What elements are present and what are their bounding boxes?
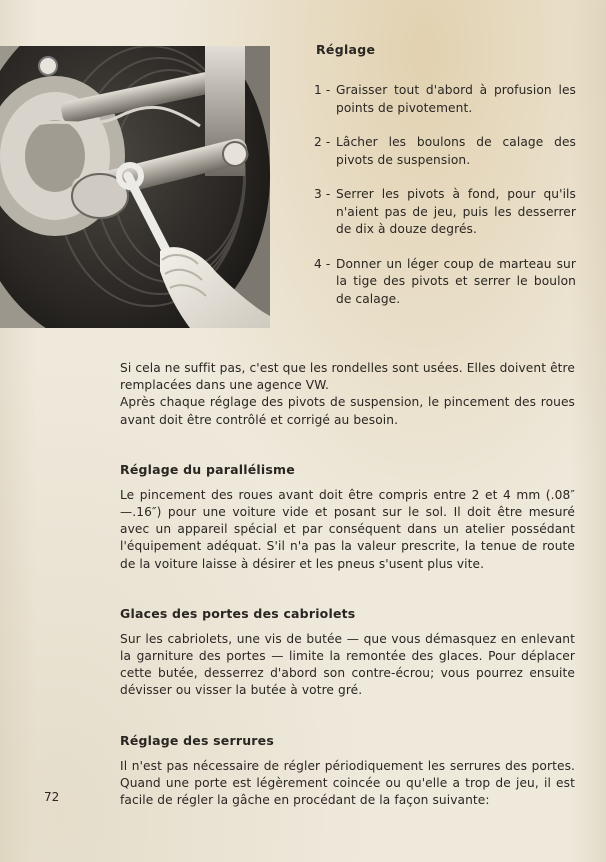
step-item — [314, 134, 576, 169]
step-number: 1 - — [314, 83, 331, 97]
heading-glaces-cabriolets: Glaces des portes des cabriolets — [120, 605, 356, 621]
heading-parallelisme: Réglage du parallélisme — [120, 461, 295, 477]
adjustment-steps-list — [314, 82, 576, 325]
photo-illustration — [0, 46, 270, 328]
step-text: Lâcher les boulons de calage des pivots de suspension. — [336, 135, 576, 167]
step-number: 3 - — [314, 187, 331, 201]
page-number: 72 — [44, 790, 60, 804]
main-text-column — [120, 360, 575, 809]
heading-reglage-serrures: Réglage des serrures — [120, 732, 274, 748]
step-number: 2 - — [314, 135, 331, 149]
photo-wheel-pivot-adjustment — [0, 46, 270, 328]
step-text: Donner un léger coup de marteau sur la tige des pivots et serrer le boulon de calage. — [336, 256, 576, 306]
step-number: 4 - — [314, 256, 331, 271]
paragraph-parallelisme: Le pincement des roues avant doit être compris entre 2 et 4 mm (.08″—.16″) pour une voiture vide et posant sur le sol. Il doit être mesuré avec un appareil spécial et par conséquent dans un atelier possédant l'équipement adéquat. S'il n'a pas la valeur prescrite, la tenue de route de la voiture laisse à désirer et les pneus s'usent plus vite. — [120, 487, 575, 571]
step-item — [314, 256, 576, 309]
paragraph-reglage-serrures: Il n'est pas nécessaire de régler périodiquement les serrures des portes. Quand une porte est légèrement coincée ou qu'elle a trop de jeu, il est facile de régler la gâche en procédant de la façon suivante: — [120, 758, 575, 808]
step-text: Serrer les pivots à fond, pour qu'ils n'aient pas de jeu, puis les desserrer de dix à douze degrés. — [336, 187, 576, 236]
paragraph-glaces-cabriolets: Sur les cabriolets, une vis de butée — que vous démasquez en enlevant la garniture des portes — limite la remontée des glaces. Pour déplacer cette butée, desserrez d'abord son contre-écrou; vous pourrez ensuite dévisser ou visser la butée à votre gré. — [120, 631, 575, 698]
intro-paragraph-2: Après chaque réglage des pivots de suspension, le pincement des roues avant doit être contrôlé et corrigé au besoin. — [120, 395, 575, 427]
step-item — [314, 186, 576, 239]
intro-paragraph-1: Si cela ne suffit pas, c'est que les rondelles sont usées. Elles doivent être remplacées dans une agence VW. — [120, 361, 575, 393]
step-item — [314, 82, 576, 117]
section-title-reglage: Réglage — [316, 42, 376, 57]
step-text: Graisser tout d'abord à profusion les points de pivotement. — [336, 83, 576, 115]
